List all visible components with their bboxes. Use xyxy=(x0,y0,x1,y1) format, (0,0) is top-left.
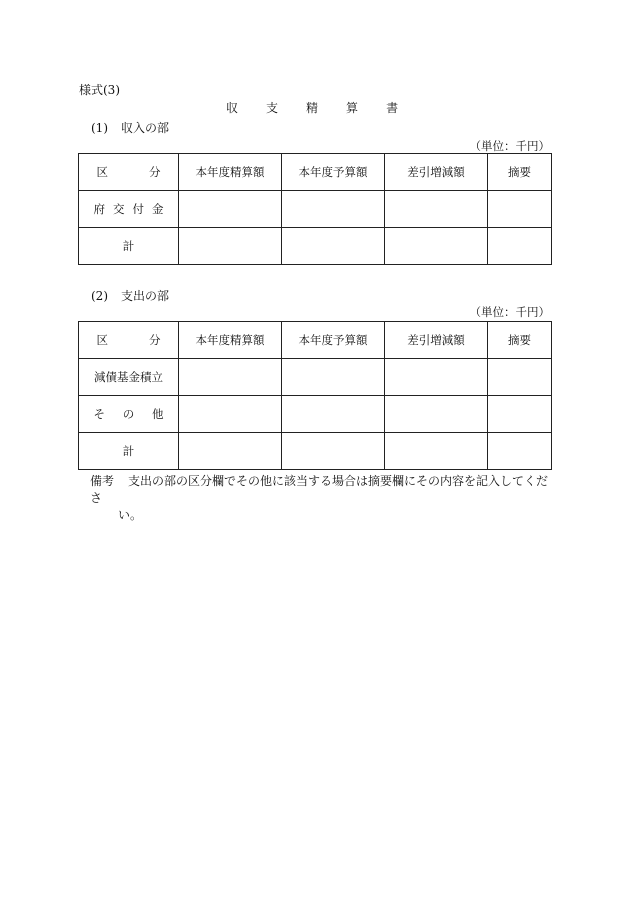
row-label-total: 計 xyxy=(79,228,179,265)
difference-cell[interactable] xyxy=(385,191,488,228)
row-label: その他 xyxy=(79,396,179,433)
column-header-settled: 本年度精算額 xyxy=(179,154,282,191)
table-row xyxy=(79,433,552,470)
difference-cell[interactable] xyxy=(385,359,488,396)
expense-unit-label: （単位：千円） xyxy=(469,305,550,319)
expense-section-heading xyxy=(91,287,169,304)
title-char: 支 xyxy=(266,101,279,115)
difference-cell[interactable] xyxy=(385,433,488,470)
settled-amount-cell[interactable] xyxy=(179,191,282,228)
budget-amount-cell[interactable] xyxy=(282,228,385,265)
column-header-budget: 本年度予算額 xyxy=(282,322,385,359)
row-label: 減債基金積立 xyxy=(79,359,179,396)
remarks-cell[interactable] xyxy=(488,191,552,228)
budget-amount-cell[interactable] xyxy=(282,359,385,396)
title-char: 精 xyxy=(306,101,319,115)
note-text-continued: い。 xyxy=(118,508,143,522)
difference-cell[interactable] xyxy=(385,228,488,265)
header-row xyxy=(79,322,552,359)
difference-cell[interactable] xyxy=(385,396,488,433)
column-header-difference: 差引増減額 xyxy=(385,322,488,359)
header-row xyxy=(79,154,552,191)
column-header-category: 区 分 xyxy=(79,154,179,191)
table-row xyxy=(79,191,552,228)
income-section-heading xyxy=(91,119,169,136)
column-header-category: 区 分 xyxy=(79,322,179,359)
remarks-cell[interactable] xyxy=(488,396,552,433)
form-label: 様式(3) xyxy=(79,83,120,97)
table-row xyxy=(79,396,552,433)
income-table xyxy=(78,153,552,265)
remarks-cell[interactable] xyxy=(488,433,552,470)
settled-amount-cell[interactable] xyxy=(179,228,282,265)
table-row xyxy=(79,359,552,396)
settled-amount-cell[interactable] xyxy=(179,433,282,470)
column-header-remarks: 摘要 xyxy=(488,322,552,359)
column-header-budget: 本年度予算額 xyxy=(282,154,385,191)
settled-amount-cell[interactable] xyxy=(179,359,282,396)
row-label: 府交付金 xyxy=(79,191,179,228)
table-row xyxy=(79,228,552,265)
remarks-cell[interactable] xyxy=(488,228,552,265)
title-char: 算 xyxy=(346,101,359,115)
remarks-cell[interactable] xyxy=(488,359,552,396)
remarks-note xyxy=(90,473,552,524)
title-char: 書 xyxy=(386,101,399,115)
section-title: 支出の部 xyxy=(121,289,170,303)
document-title xyxy=(226,99,398,116)
column-header-difference: 差引増減額 xyxy=(385,154,488,191)
expense-table xyxy=(78,321,552,470)
row-label-total: 計 xyxy=(79,433,179,470)
section-number: (2) xyxy=(91,289,108,303)
budget-amount-cell[interactable] xyxy=(282,191,385,228)
note-text: 支出の部の区分欄でその他に該当する場合は摘要欄にその内容を記入してくださ xyxy=(90,474,549,505)
budget-amount-cell[interactable] xyxy=(282,433,385,470)
income-unit-label: （単位：千円） xyxy=(469,139,550,153)
note-label: 備考 xyxy=(90,474,115,488)
budget-amount-cell[interactable] xyxy=(282,396,385,433)
settled-amount-cell[interactable] xyxy=(179,396,282,433)
column-header-settled: 本年度精算額 xyxy=(179,322,282,359)
title-char: 収 xyxy=(226,101,239,115)
column-header-remarks: 摘要 xyxy=(488,154,552,191)
section-number: (1) xyxy=(91,121,108,135)
section-title: 収入の部 xyxy=(121,121,170,135)
